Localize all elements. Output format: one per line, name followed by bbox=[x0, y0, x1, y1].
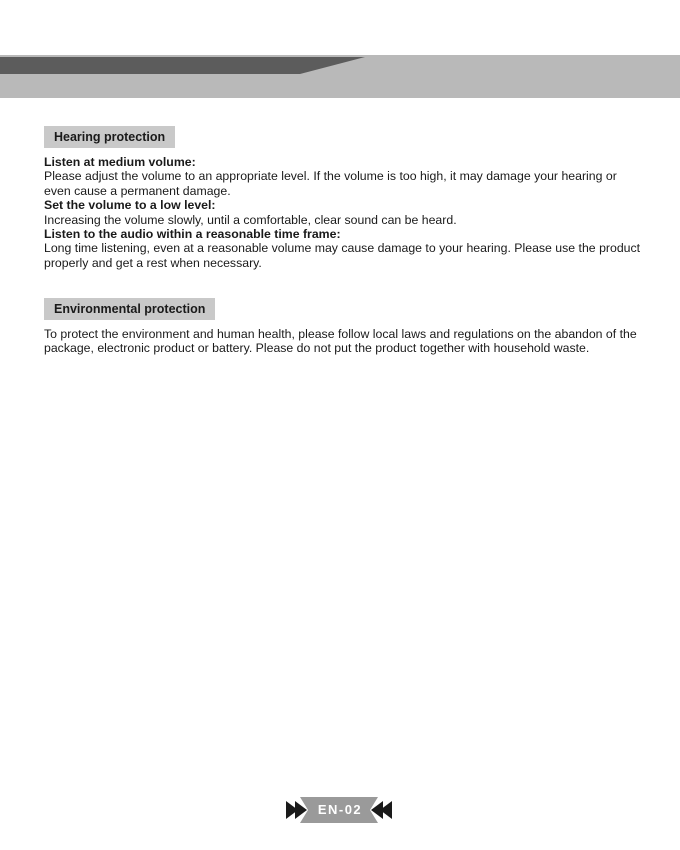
hearing-item-text: Long time listening, even at a reasonable volume may cause damage to your hearing. Please use the product properly and get a rest when necessary. bbox=[44, 241, 641, 270]
header-band bbox=[0, 55, 680, 98]
arrow-left-icon bbox=[371, 801, 392, 819]
hearing-item-text: Increasing the volume slowly, until a comfortable, clear sound can be heard. bbox=[44, 212, 457, 227]
arrow-right-icon bbox=[286, 801, 307, 819]
page-number: EN-02 bbox=[317, 802, 363, 817]
hearing-item-heading: Set the volume to a low level: bbox=[44, 198, 216, 213]
environmental-protection-body bbox=[44, 327, 644, 356]
hearing-item-heading: Listen to the audio within a reasonable time frame: bbox=[44, 227, 341, 242]
environmental-text: To protect the environment and human health, please follow local laws and regulations on the abandon of the package, electronic product or battery. Please do not put the product together with household waste. bbox=[44, 327, 637, 356]
hearing-protection-body bbox=[44, 155, 644, 270]
hearing-item-text: Please adjust the volume to an appropriate level. If the volume is too high, it may damage your hearing or even cause a permanent damage. bbox=[44, 169, 617, 198]
environmental-protection-label: Environmental protection bbox=[44, 298, 215, 320]
hearing-protection-label: Hearing protection bbox=[44, 126, 175, 148]
hearing-item-heading: Listen at medium volume: bbox=[44, 155, 196, 169]
page-footer bbox=[286, 797, 392, 823]
